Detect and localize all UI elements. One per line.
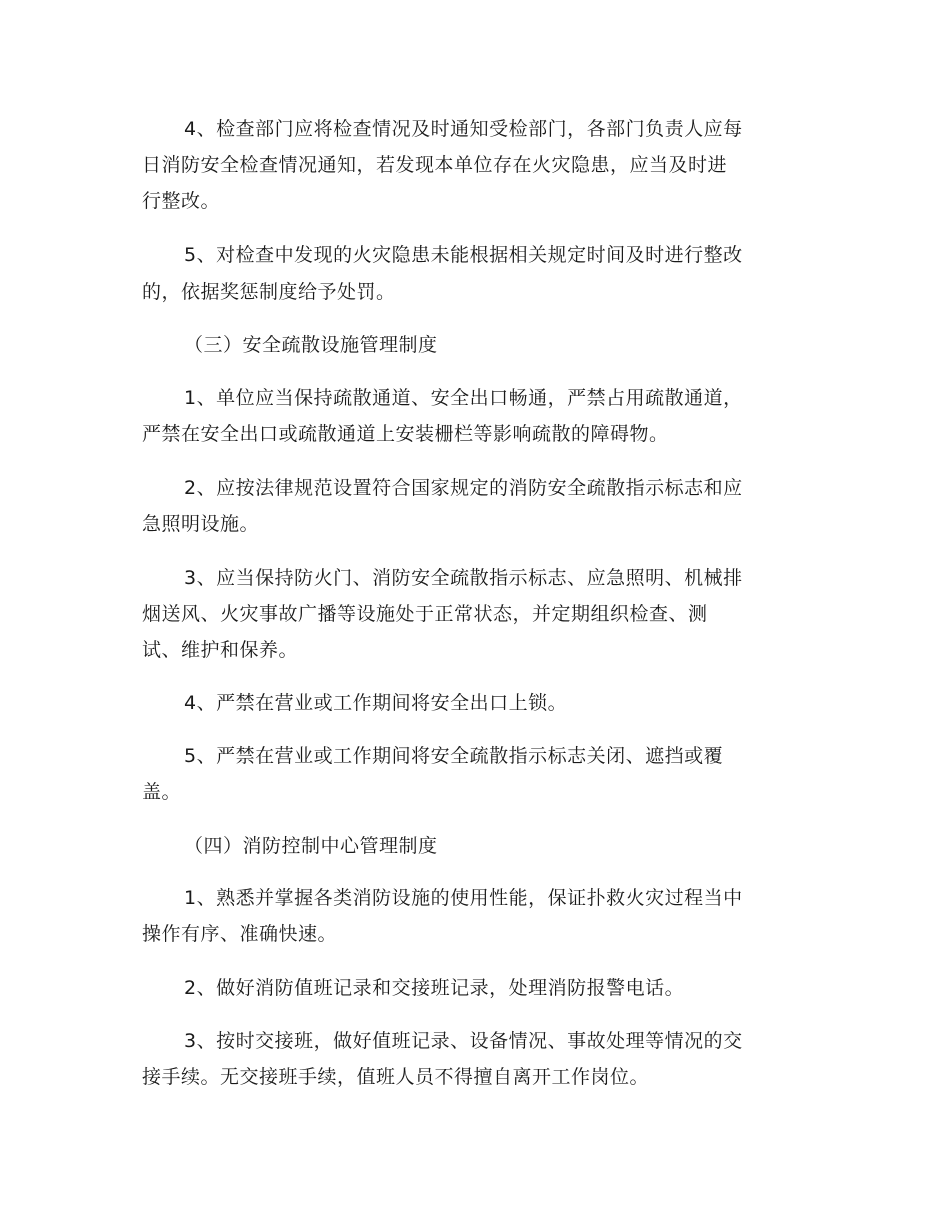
paragraph-line: 行整改。 xyxy=(142,190,221,212)
section-heading: （四）消防控制中心管理制度 xyxy=(184,835,438,857)
paragraph-line: 的，依据奖惩制度给予处罚。 xyxy=(142,281,396,303)
paragraph-line: 3、按时交接班，做好值班记录、设备情况、事故处理等情况的交 xyxy=(184,1030,743,1052)
paragraph-line: 1、单位应当保持疏散通道、安全出口畅通，严禁占用疏散通道， xyxy=(184,387,743,409)
paragraph-line: 日消防安全检查情况通知，若发现本单位存在火灾隐患，应当及时进 xyxy=(142,154,728,176)
paragraph-line: 烟送风、火灾事故广播等设施处于正常状态，并定期组织检查、测 xyxy=(142,603,708,625)
paragraph-line: 2、应按法律规范设置符合国家规定的消防安全疏散指示标志和应 xyxy=(184,477,743,499)
paragraph-line: 接手续。无交接班手续，值班人员不得擅自离开工作岗位。 xyxy=(142,1066,650,1088)
paragraph-line: 试、维护和保养。 xyxy=(142,639,299,661)
paragraph-line: 5、对检查中发现的火灾隐患未能根据相关规定时间及时进行整改 xyxy=(184,244,743,266)
paragraph-line: 4、严禁在营业或工作期间将安全出口上锁。 xyxy=(184,692,568,714)
paragraph-line: 4、检查部门应将检查情况及时通知受检部门，各部门负责人应每 xyxy=(184,118,743,140)
section-heading: （三）安全疏散设施管理制度 xyxy=(184,334,438,356)
paragraph-line: 1、熟悉并掌握各类消防设施的使用性能，保证扑救火灾过程当中 xyxy=(184,887,743,909)
paragraph-line: 5、严禁在营业或工作期间将安全疏散指示标志关闭、遮挡或覆 xyxy=(184,745,724,767)
paragraph-line: 3、应当保持防火门、消防安全疏散指示标志、应急照明、机械排 xyxy=(184,567,743,589)
paragraph-line: 2、做好消防值班记录和交接班记录，处理消防报警电话。 xyxy=(184,977,685,999)
paragraph-line: 操作有序、准确快速。 xyxy=(142,923,338,945)
paragraph-line: 严禁在安全出口或疏散通道上安装栅栏等影响疏散的障碍物。 xyxy=(142,423,669,445)
paragraph-line: 急照明设施。 xyxy=(142,513,260,535)
paragraph-line: 盖。 xyxy=(142,781,182,803)
